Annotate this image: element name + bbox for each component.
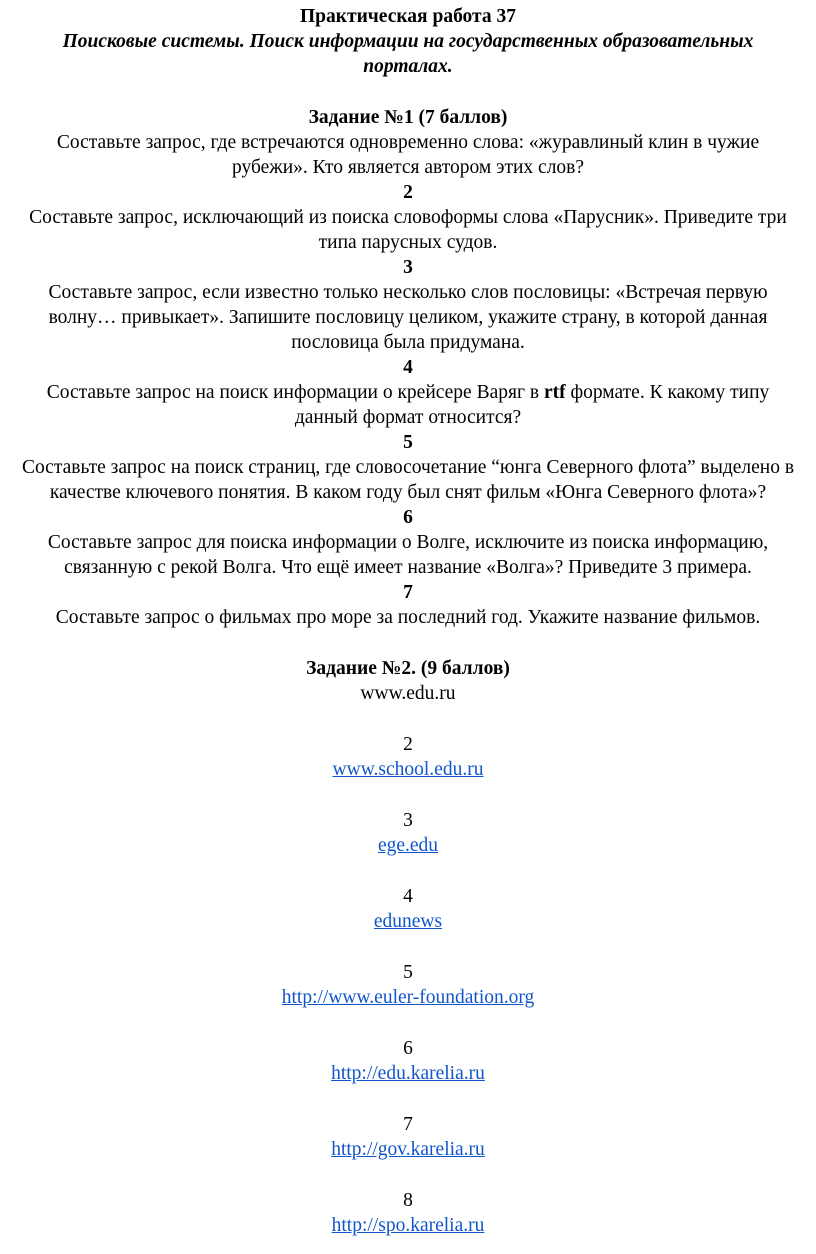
task-1-item-1-line-2: рубежи». Кто является автором этих слов? — [231, 157, 585, 178]
task-2-heading: Задание №2. (9 баллов) — [306, 658, 510, 679]
task-2-site-4-link[interactable]: edunews — [373, 911, 443, 932]
task-1-item-5-number: 5 — [403, 432, 413, 453]
spacer — [0, 79, 816, 105]
task-1-item-4-format-name: rtf — [543, 382, 566, 403]
task-1-item-6-number: 6 — [403, 507, 413, 528]
page-subtitle-line-1: Поисковые системы. Поиск информации на государственных образовательных — [62, 31, 754, 52]
task-1-item-4-text-after: формате. К какому типу — [565, 382, 770, 403]
task-1-item-2-line-1: Составьте запрос, исключающий из поиска словоформы слова «Парусник». Приведите три — [29, 207, 787, 228]
task-1-item-3-line-3: пословица была придумана. — [291, 332, 525, 353]
task-1-item-5-line-1: Составьте запрос на поиск страниц, где словосочетание “юнга Северного флота” выделено в — [21, 457, 795, 478]
task-1-item-4 — [0, 355, 816, 430]
task-2-first-site: www.edu.ru — [360, 683, 456, 704]
spacer — [0, 630, 816, 656]
task-1-item-6-line-2: связанную с рекой Волга. Что ещё имеет название «Волга»? Приведите 3 примера. — [64, 557, 752, 578]
task-1-item-7-number: 7 — [403, 582, 413, 603]
task-1-item-6-line-1: Составьте запрос для поиска информации о Волге, исключите из поиска информацию, — [47, 532, 769, 553]
task-1-item-7 — [0, 580, 816, 630]
task-2-section — [0, 656, 816, 1238]
task-2-site-3-number: 3 — [403, 810, 413, 831]
task-1-item-7-line-1: Составьте запрос о фильмах про море за последний год. Укажите название фильмов. — [55, 607, 761, 628]
task-1-item-5 — [0, 430, 816, 505]
page-subtitle-line-2: порталах. — [363, 56, 453, 77]
task-2-site-7-number: 7 — [403, 1114, 413, 1135]
task-2-site-3-link[interactable]: ege.edu — [377, 835, 439, 856]
task-2-site-5-number: 5 — [403, 962, 413, 983]
task-1-item-3-line-1: Составьте запрос, если известно только несколько слов пословицы: «Встречая первую — [48, 282, 768, 303]
task-2-site-2-link[interactable]: www.school.edu.ru — [332, 759, 484, 780]
page-title: Практическая работа 37 — [300, 6, 516, 27]
task-2-site-4-number: 4 — [403, 886, 413, 907]
task-1-item-2-line-2: типа парусных судов. — [318, 232, 498, 253]
task-1-item-2 — [0, 180, 816, 255]
task-2-site-6-link[interactable]: http://edu.karelia.ru — [331, 1063, 485, 1084]
task-1-section — [0, 105, 816, 630]
task-1-item-3 — [0, 255, 816, 355]
task-1-item-4-number: 4 — [403, 357, 413, 378]
task-2-site-6-number: 6 — [403, 1038, 413, 1059]
task-2-site-8-number: 8 — [403, 1190, 413, 1211]
task-2-site-8-link[interactable]: http://spo.karelia.ru — [331, 1215, 485, 1236]
task-1-item-4-line-1 — [0, 380, 816, 405]
task-1-item-3-line-2: волну… привыкает». Запишите пословицу целиком, укажите страну, в которой данная — [48, 307, 768, 328]
task-1-item-3-number: 3 — [403, 257, 413, 278]
task-1-item-1 — [0, 130, 816, 180]
task-1-item-4-text-before: Составьте запрос на поиск информации о крейсере Варяг в — [46, 382, 544, 403]
task-1-item-5-line-2: качестве ключевого понятия. В каком году был снят фильм «Юнга Северного флота»? — [49, 482, 767, 503]
task-1-item-2-number: 2 — [403, 182, 413, 203]
task-2-site-5-link[interactable]: http://www.euler-foundation.org — [281, 987, 535, 1008]
task-1-heading: Задание №1 (7 баллов) — [308, 107, 508, 128]
task-1-item-4-line-2: данный формат относится? — [294, 407, 522, 428]
task-1-item-1-line-1: Составьте запрос, где встречаются одновременно слова: «журавлиный клин в чужие — [56, 132, 760, 153]
task-1-item-6 — [0, 505, 816, 580]
task-2-site-7-link[interactable]: http://gov.karelia.ru — [331, 1139, 485, 1160]
task-2-site-2-number: 2 — [403, 734, 413, 755]
